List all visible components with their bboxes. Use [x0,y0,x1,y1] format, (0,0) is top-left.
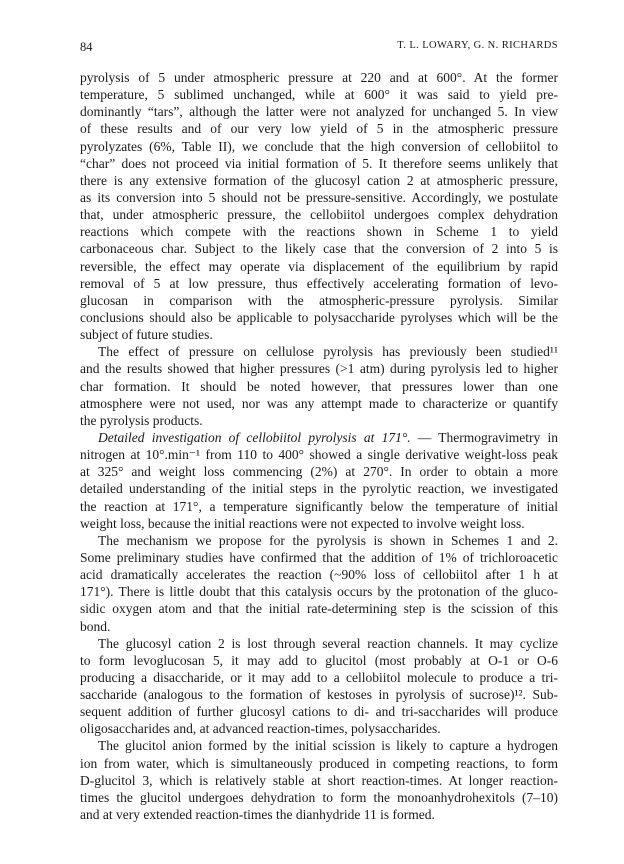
paragraph [80,635,558,738]
text-line: char formation. It should be noted however, that pressures lower than one [80,378,558,394]
text-line: dominantly “tars”, although the latter were not analyzed for unchanged 5. In view [80,104,558,120]
text-line: The glucitol anion formed by the initial scission is likely to capture a hydrogen [98,738,558,754]
text-line: subject of future studies. [80,327,213,343]
text-line: detailed understanding of the initial steps in the pyrolytic reaction, we investigated [80,481,558,497]
text-line: sequent addition of further glucosyl cations to di- and tri-saccharides will produce [80,704,558,720]
text-line: bond. [80,618,111,634]
running-head: T. L. LOWARY, G. N. RICHARDS [397,40,558,51]
text-line: there is any extensive formation of the glucosyl cation 2 at atmospheric pressure, [80,172,558,188]
text-line: The mechanism we propose for the pyrolysis is shown in Schemes 1 and 2. [98,532,558,548]
paragraph [80,429,558,532]
text-line: times the glucitol undergoes dehydration to form the monoanhydrohexitols (7–10) [80,789,558,805]
text-line: acid dramatically accelerates the reaction (~90% loss of cellobiitol after 1 h at [80,567,558,583]
text-line: D-glucitol 3, which is relatively stable at short reaction-times. At longer reaction- [80,772,558,788]
text-line: The effect of pressure on cellulose pyrolysis has previously been studied¹¹ [98,344,558,360]
paragraph [80,343,558,429]
text-line: the pyrolysis products. [80,412,203,428]
paragraph [80,737,558,823]
text-line: weight loss, because the initial reactions were not expected to involve weight loss. [80,515,525,531]
text-line: pyrolysis of 5 under atmospheric pressure at 220 and at 600°. At the former [80,70,558,85]
paragraph [80,532,558,635]
text-line: “char” does not proceed via initial formation of 5. It therefore seems unlikely that [80,155,558,171]
page-header [80,40,558,58]
text-line: The glucosyl cation 2 is lost through several reaction channels. It may cyclize [98,635,558,651]
text-line: Some preliminary studies have confirmed that the addition of 1% of trichloroacetic [80,549,558,565]
text-line: oligosaccharides and, at advanced reaction-times, polysaccharides. [80,721,441,737]
text-line: conclusions should also be applicable to polysaccharide pyrolyses which will be the [80,309,558,325]
page-number: 84 [80,40,93,54]
text-line: 171°). There is little doubt that this catalysis occurs by the protonation of the gluco- [80,584,558,600]
text-line: removal of 5 at low pressure, thus effectively accelerating formation of levo- [80,275,558,291]
text-line: to form levoglucosan 5, it may add to glucitol (most probably at O-1 or O-6 [80,652,558,668]
text-line: at 325° and weight loss commencing (2%) at 270°. In order to obtain a more [80,464,558,480]
article-body [80,69,558,823]
text-line: and at very extended reaction-times the dianhydride 11 is formed. [80,807,435,823]
text-line: temperature, 5 sublimed unchanged, while at 600° it was said to yield pre- [80,87,558,103]
text-line: Detailed investigation of cellobiitol pyrolysis at 171°. — Thermogravimetry in [98,429,558,445]
text-line: sidic oxygen atom and that the initial rate-determining step is the scission of this [80,601,558,617]
text-line: nitrogen at 10°.min⁻¹ from 110 to 400° showed a single derivative weight-loss peak [80,447,558,463]
text-line: carbonaceous char. Subject to the likely case that the conversion of 2 into 5 is [80,241,558,257]
paragraph [80,69,558,343]
text-line: ion from water, which is simultaneously produced in competing reactions, to form [80,755,558,771]
text-line: and the results showed that higher pressures (>1 atm) during pyrolysis led to higher [80,361,558,377]
text-line: that, under atmospheric pressure, the cellobiitol undergoes complex dehydration [80,207,558,223]
text-line: reactions which compete with the reactions shown in Scheme 1 to yield [80,224,558,240]
text-line: reversible, the effect may operate via displacement of the equilibrium by rapid [80,258,558,274]
text-line: the reaction at 171°, a temperature significantly below the temperature of initial [80,498,558,514]
section-heading: Detailed investigation of cellobiitol pyrolysis at 171°. [98,429,411,445]
text-line: as its conversion into 5 should not be pressure-sensitive. Accordingly, we postulate [80,189,558,205]
text-line: pyrolyzates (6%, Table II), we conclude that the high conversion of cellobiitol to [80,138,558,154]
text-line: glucosan in comparison with the atmospheric-pressure pyrolysis. Similar [80,292,558,308]
text-line: atmosphere were not used, nor was any attempt made to characterize or quantify [80,395,558,411]
text-line: of these results and of our very low yield of 5 in the atmospheric pressure [80,121,558,137]
text-line: saccharide (analogous to the formation of kestoses in pyrolysis of sucrose)¹². Sub- [80,687,558,703]
text-line: producing a disaccharide, or it may add to a cellobiitol molecule to produce a tri- [80,669,558,685]
